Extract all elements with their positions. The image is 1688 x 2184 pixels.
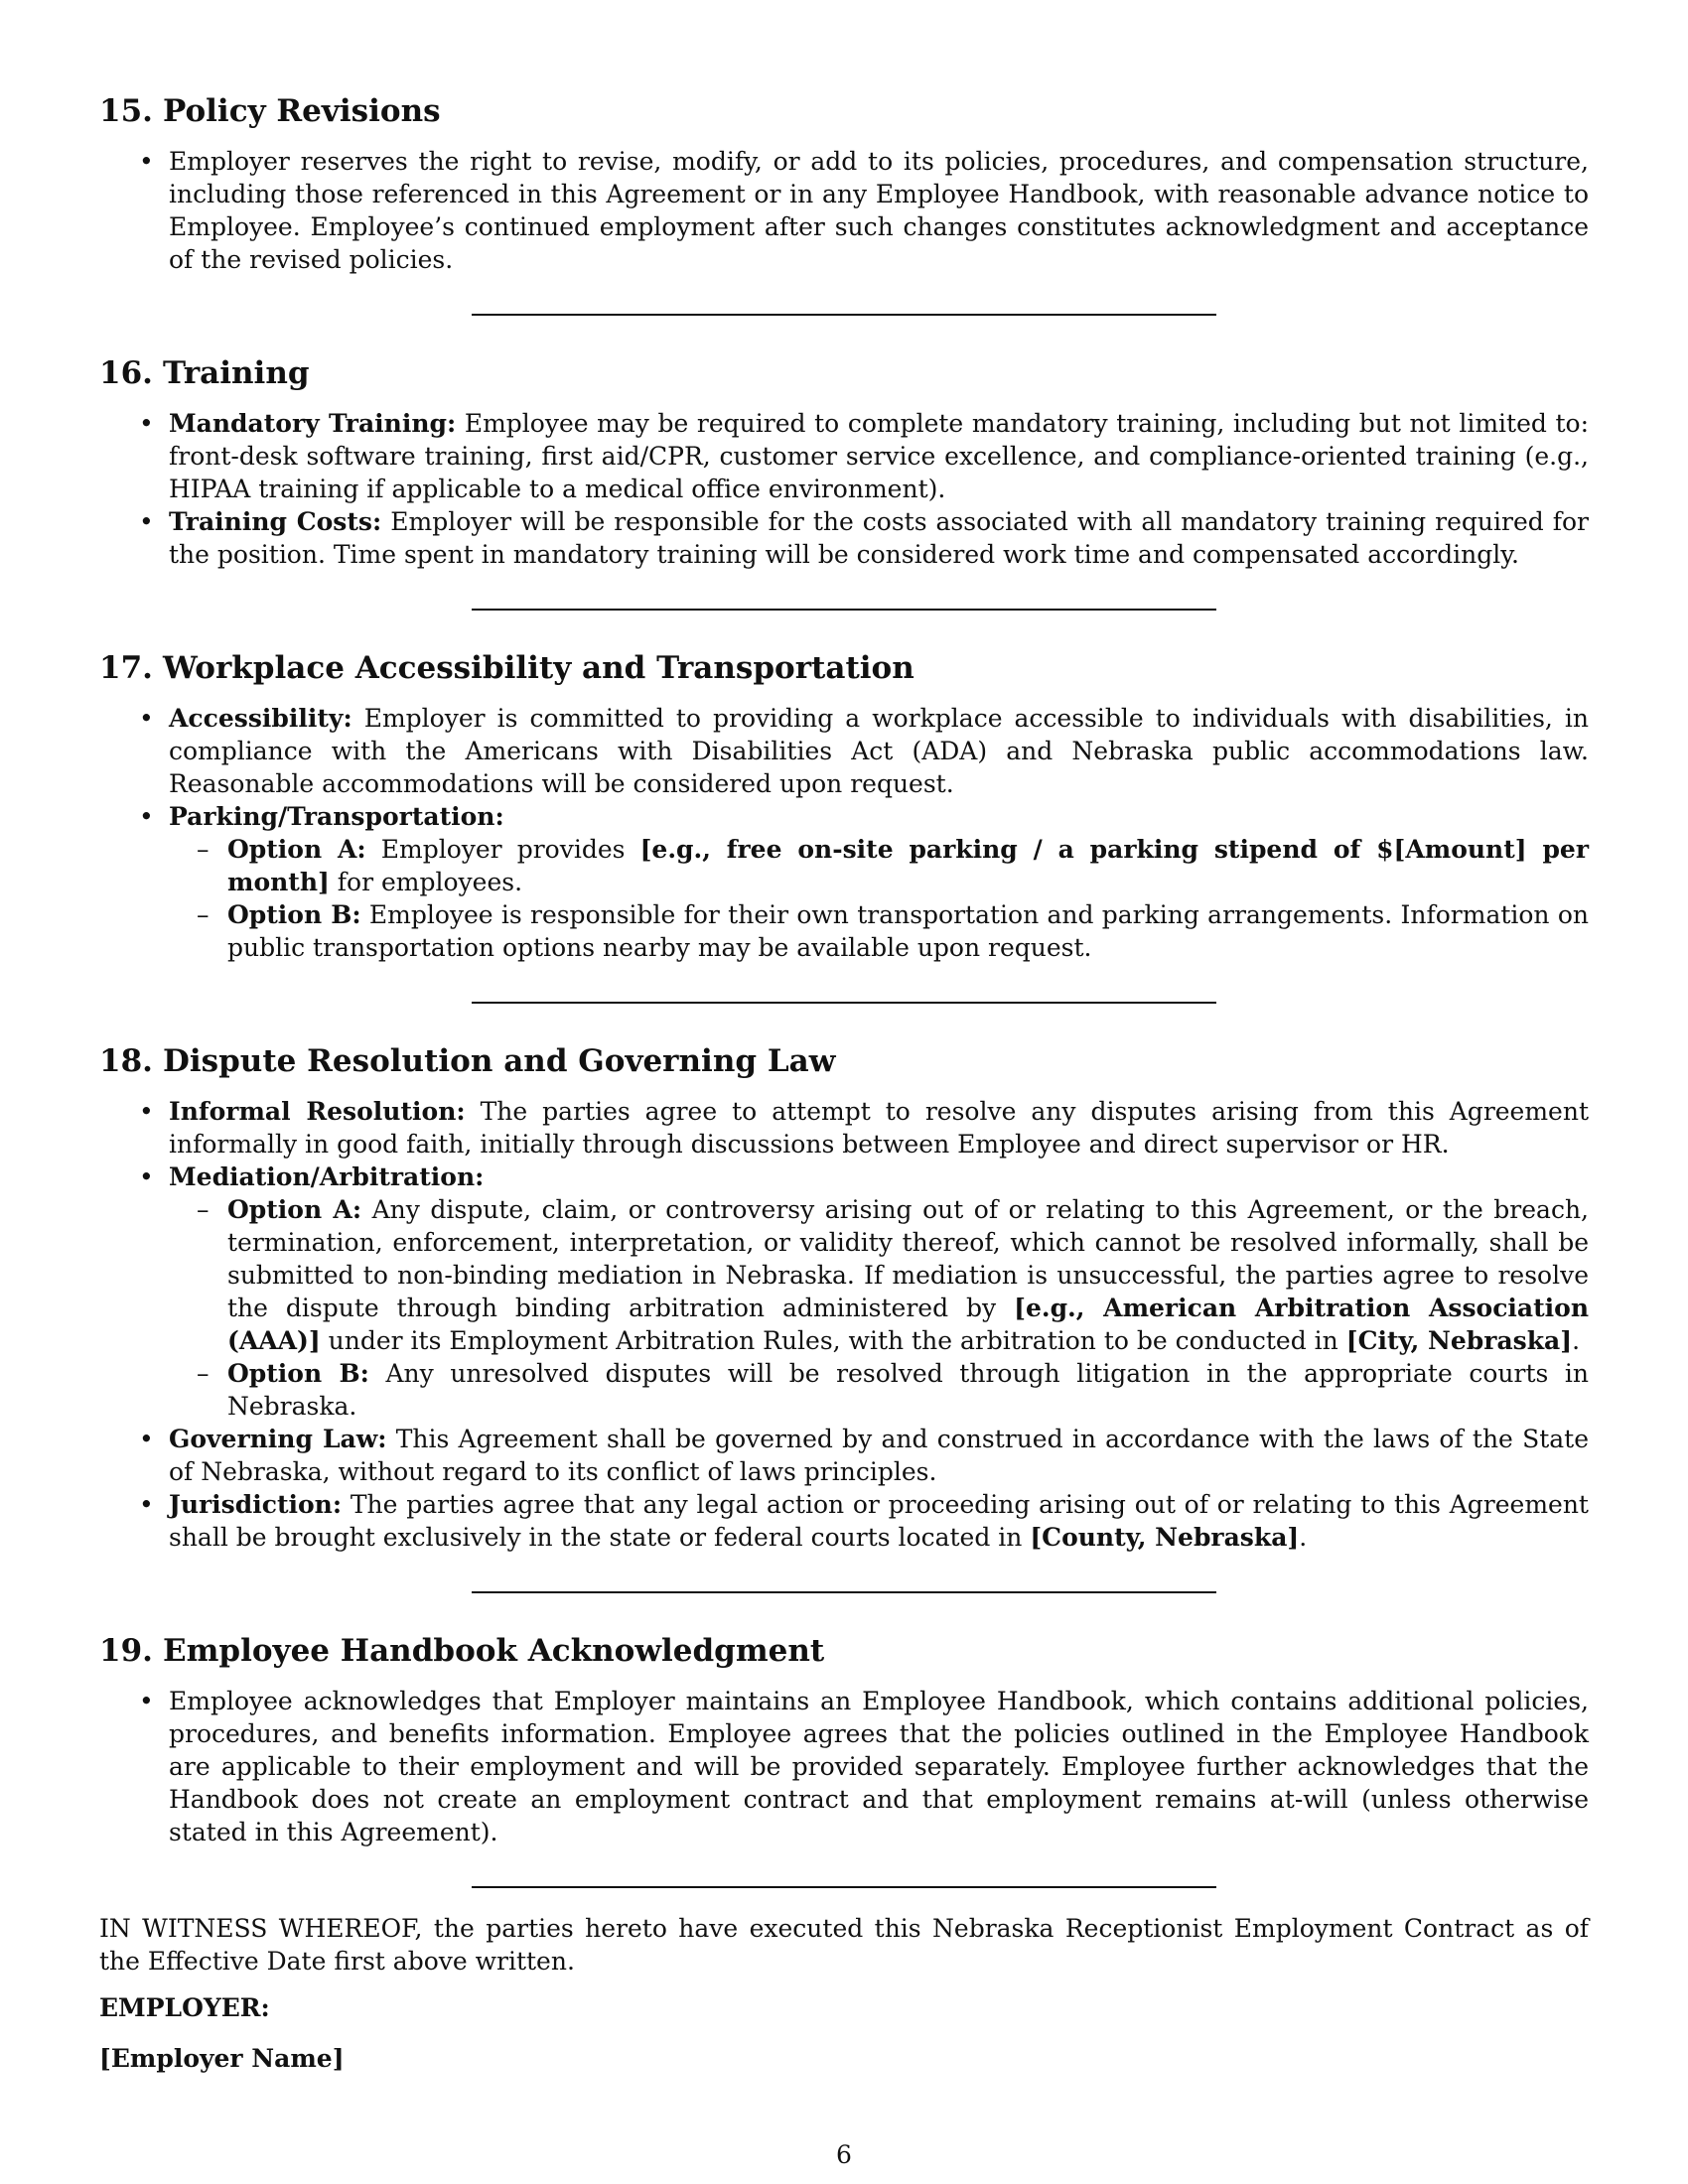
bullet-text: The parties agree to attempt to resolve any disputes arising from this Agreement informally in good faith, initially through discussions between Employee and direct supervisor or HR.: [169, 1097, 1590, 1159]
list-item: [99, 1160, 1589, 1423]
bullet-term: Mediation/Arbitration:: [169, 1162, 485, 1191]
section-heading: [99, 91, 1589, 131]
employer-name-field: [Employer Name]: [99, 2044, 345, 2073]
section-divider: [472, 1591, 1216, 1593]
section-heading: [99, 1631, 1589, 1671]
bullet-list: [99, 145, 1589, 276]
option-text: .: [1572, 1326, 1581, 1355]
option-label: Option A:: [227, 835, 366, 864]
option-text: Any dispute, claim, or controversy arising out of or relating to this Agreement, or the breach, termination, enforcement, interpretation, or validity thereof, which cannot be resolved informally, shall be submitted to non-binding mediation in Nebraska. If mediation is unsuccessful, the parties agree to resolve the dispute through binding arbitration administered by: [227, 1195, 1589, 1322]
option-label: Option A:: [227, 1195, 362, 1224]
bullet-text: The parties agree that any legal action or proceeding arising out of or relating to this Agreement shall be brought exclusively in the state or federal courts located in: [169, 1490, 1589, 1552]
option-text: under its Employment Arbitration Rules, with the arbitration to be conducted in: [320, 1326, 1346, 1355]
section-number: 17.: [99, 650, 153, 686]
placeholder-blank: [e.g., free on-site parking / a parking stipend of $[Amount] per month]: [227, 835, 1590, 896]
section-16: [99, 353, 1589, 571]
section-number: 15.: [99, 93, 153, 129]
option-label: Option B:: [227, 900, 361, 929]
section-number: 19.: [99, 1633, 153, 1669]
bullet-list: [99, 702, 1589, 964]
section-divider: [472, 314, 1216, 316]
list-item: [99, 407, 1589, 505]
page-content: [99, 91, 1589, 2093]
bullet-term: Mandatory Training:: [169, 409, 457, 438]
bullet-text: Employer will be responsible for the costs associated with all mandatory training required for the position. Time spent in mandatory training will be considered work time and compensated accordingly.: [169, 507, 1590, 569]
bullet-list: [99, 407, 1589, 571]
list-item: [99, 505, 1589, 571]
bullet-term: Jurisdiction:: [169, 1490, 343, 1519]
section-title: Employee Handbook Acknowledgment: [163, 1633, 825, 1669]
section-title: Policy Revisions: [163, 93, 441, 129]
bullet-list: [99, 1685, 1589, 1848]
section-number: 16.: [99, 355, 153, 391]
bullet-term: Parking/Transportation:: [169, 802, 504, 831]
section-title: Dispute Resolution and Governing Law: [163, 1043, 836, 1079]
list-item: [99, 1488, 1589, 1554]
placeholder-blank: [e.g., American Arbitration Association (AAA)]: [227, 1294, 1590, 1355]
section-divider: [472, 609, 1216, 611]
option-list: [169, 1193, 1589, 1423]
page-number: 6: [836, 2140, 852, 2169]
bullet-list: [99, 1095, 1589, 1554]
list-item: [99, 800, 1589, 964]
bullet-term: Informal Resolution:: [169, 1097, 466, 1126]
list-item: [99, 145, 1589, 276]
section-19: [99, 1631, 1589, 1848]
option-list: [169, 833, 1589, 964]
option-text: Employee is responsible for their own transportation and parking arrangements. Information on public transportation options nearby may be available upon request.: [227, 900, 1589, 962]
section-title: Training: [163, 355, 310, 391]
section-heading: [99, 353, 1589, 393]
list-item: [99, 1423, 1589, 1488]
option-item: [169, 1193, 1589, 1357]
list-item: [99, 1685, 1589, 1848]
witness-clause: IN WITNESS WHEREOF, the parties hereto have executed this Nebraska Receptionist Employment Contract as of the Effective Date first above written.: [99, 1914, 1589, 1976]
list-item: [99, 702, 1589, 800]
section-number: 18.: [99, 1043, 153, 1079]
option-text: Employer provides: [380, 835, 640, 864]
bullet-text: This Agreement shall be governed by and construed in accordance with the laws of the State of Nebraska, without regard to its conflict of laws principles.: [169, 1425, 1589, 1486]
section-15: [99, 91, 1589, 276]
bullet-term: Accessibility:: [169, 704, 352, 733]
option-text: Any unresolved disputes will be resolved through litigation in the appropriate courts in Nebraska.: [227, 1359, 1590, 1421]
placeholder-blank: [City, Nebraska]: [1345, 1326, 1573, 1355]
option-item: [169, 833, 1589, 898]
option-text: for employees.: [329, 868, 523, 896]
bullet-text: Employer reserves the right to revise, modify, or add to its policies, procedures, and compensation structure, including those referenced in this Agreement or in any Employee Handbook, with reasonable advance notice to Employee. Employee’s continued employment after such changes constitutes acknowledgment and acceptance of the revised policies.: [169, 147, 1589, 274]
section-divider: [472, 1886, 1216, 1888]
bullet-text: Employer is committed to providing a workplace accessible to individuals with disabilities, in compliance with the Americans with Disabilities Act (ADA) and Nebraska public accommodations law. Reasonable accommodations will be considered upon request.: [169, 704, 1589, 798]
bullet-text: Employee may be required to complete mandatory training, including but not limited to: front-desk software training, first aid/CPR, customer service excellence, and compliance-oriented training (e.g., HIPAA training if applicable to a medical office environment).: [169, 409, 1590, 503]
bullet-text: Employee acknowledges that Employer maintains an Employee Handbook, which contains additional policies, procedures, and benefits information. Employee agrees that the policies outlined in the Employee Handbook are applicable to their employment and will be provided separately. Employee further acknowledges that the Handbook does not create an employment contract and that employment remains at-will (unless otherwise stated in this Agreement).: [169, 1687, 1589, 1846]
section-title: Workplace Accessibility and Transportation: [163, 650, 914, 686]
section-heading: [99, 648, 1589, 688]
employer-label: EMPLOYER:: [99, 1993, 270, 2022]
section-18: [99, 1041, 1589, 1554]
bullet-term: Governing Law:: [169, 1425, 387, 1453]
section-17: [99, 648, 1589, 964]
list-item: [99, 1095, 1589, 1160]
section-divider: [472, 1002, 1216, 1004]
section-heading: [99, 1041, 1589, 1081]
bullet-term: Training Costs:: [169, 507, 382, 536]
option-item: [169, 1357, 1589, 1423]
option-label: Option B:: [227, 1359, 369, 1388]
placeholder-blank: [County, Nebraska]: [1030, 1523, 1300, 1552]
option-item: [169, 898, 1589, 964]
bullet-text: .: [1299, 1523, 1308, 1552]
